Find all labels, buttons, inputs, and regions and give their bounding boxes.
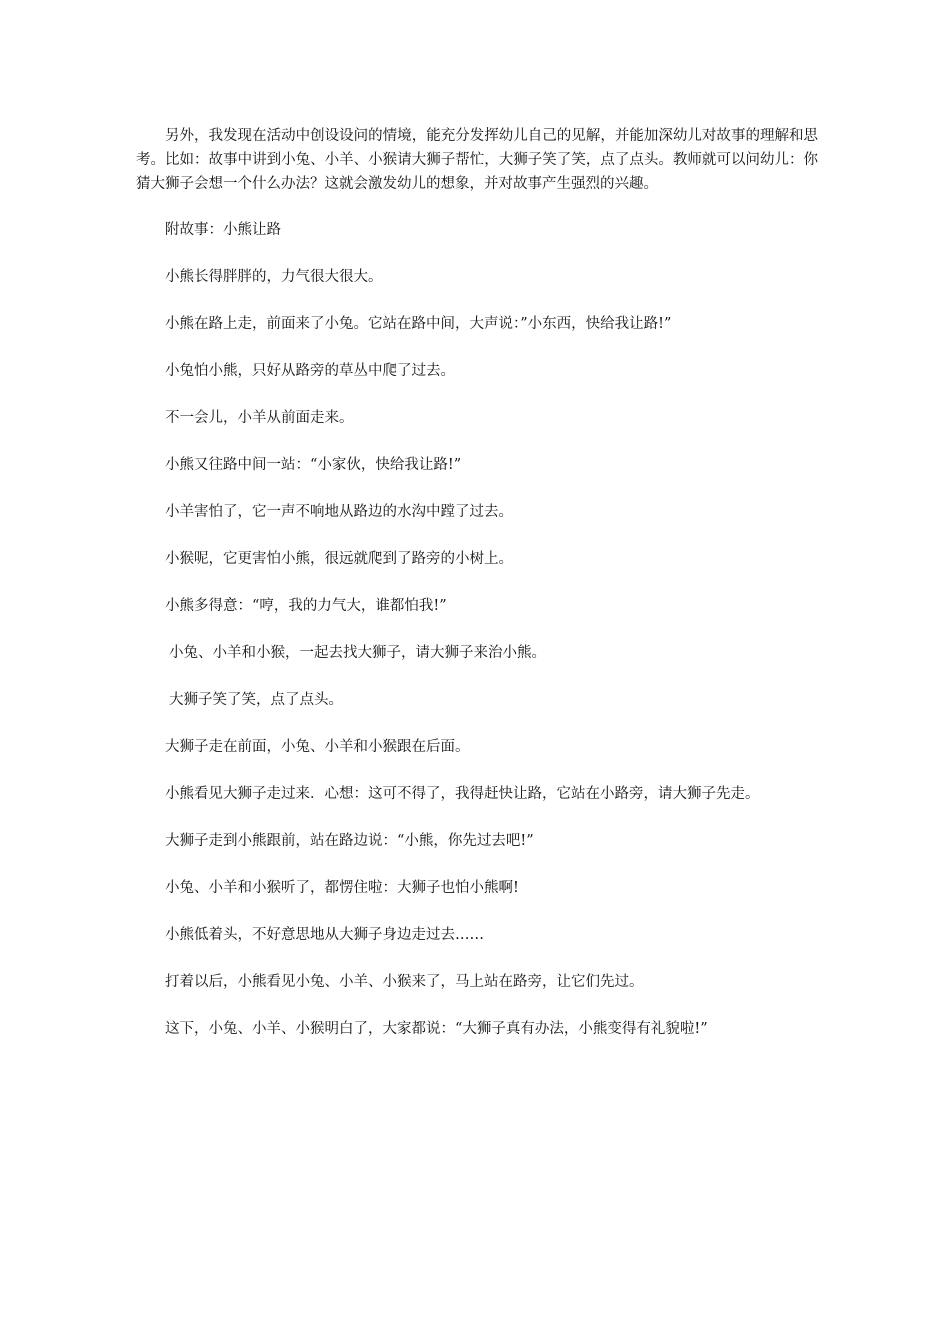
story-paragraph: 小熊多得意：“哼，我的力气大，谁都怕我!”	[165, 598, 447, 614]
story-paragraph: 小熊在路上走，前面来了小兔。它站在路中间，大声说：”小东西，快给我让路!”	[165, 316, 672, 332]
story-paragraph: 小羊害怕了，它一声不响地从路边的水沟中蹚了过去。	[165, 504, 513, 520]
story-title: 附故事：小熊让路	[165, 222, 281, 238]
story-paragraph: 打着以后，小熊看见小兔、小羊、小猴来了，马上站在路旁，让它们先过。	[165, 974, 644, 990]
story-paragraph: 小猴呢，它更害怕小熊，很远就爬到了路旁的小树上。	[165, 551, 513, 567]
story-paragraph: 小兔、小羊和小猴听了，都愣住啦：大狮子也怕小熊啊!	[165, 880, 519, 896]
story-paragraph: 小熊看见大狮子走过来．心想：这可不得了，我得赶快让路，它站在小路旁，请大狮子先走。	[165, 786, 760, 802]
story-paragraph: 这下，小兔、小羊、小猴明白了，大家都说：“大狮子真有办法，小熊变得有礼貌啦!”	[165, 1021, 708, 1037]
story-paragraph: 小兔、小羊和小猴，一起去找大狮子，请大狮子来治小熊。	[169, 645, 546, 661]
story-paragraph: 小熊低着头，不好意思地从大狮子身边走过去……	[165, 927, 484, 943]
story-paragraph: 小兔怕小熊，只好从路旁的草丛中爬了过去。	[165, 363, 455, 379]
story-paragraph: 小熊长得胖胖的，力气很大很大。	[165, 269, 383, 285]
intro-paragraph: 另外，我发现在活动中创设设问的情境，能充分发挥幼儿自己的见解，并能加深幼儿对故事的理解和思考。比如：故事中讲到小兔、小羊、小猴请大狮子帮忙，大狮子笑了笑，点了点头。教师就可以问幼儿：你猜大狮子会想一个什么办法？这就会激发幼儿的想象，并对故事产生强烈的兴趣。	[136, 128, 818, 192]
story-paragraph: 大狮子走到小熊跟前，站在路边说：“小熊，你先过去吧!”	[165, 833, 534, 849]
document-page	[136, 124, 818, 1064]
story-paragraph: 不一会儿，小羊从前面走来。	[165, 410, 354, 426]
story-paragraph: 大狮子走在前面，小兔、小羊和小猴跟在后面。	[165, 739, 470, 755]
story-paragraph: 小熊又往路中间一站：“小家伙，快给我让路!”	[165, 457, 462, 473]
story-paragraph: 大狮子笑了笑，点了点头。	[169, 692, 343, 708]
